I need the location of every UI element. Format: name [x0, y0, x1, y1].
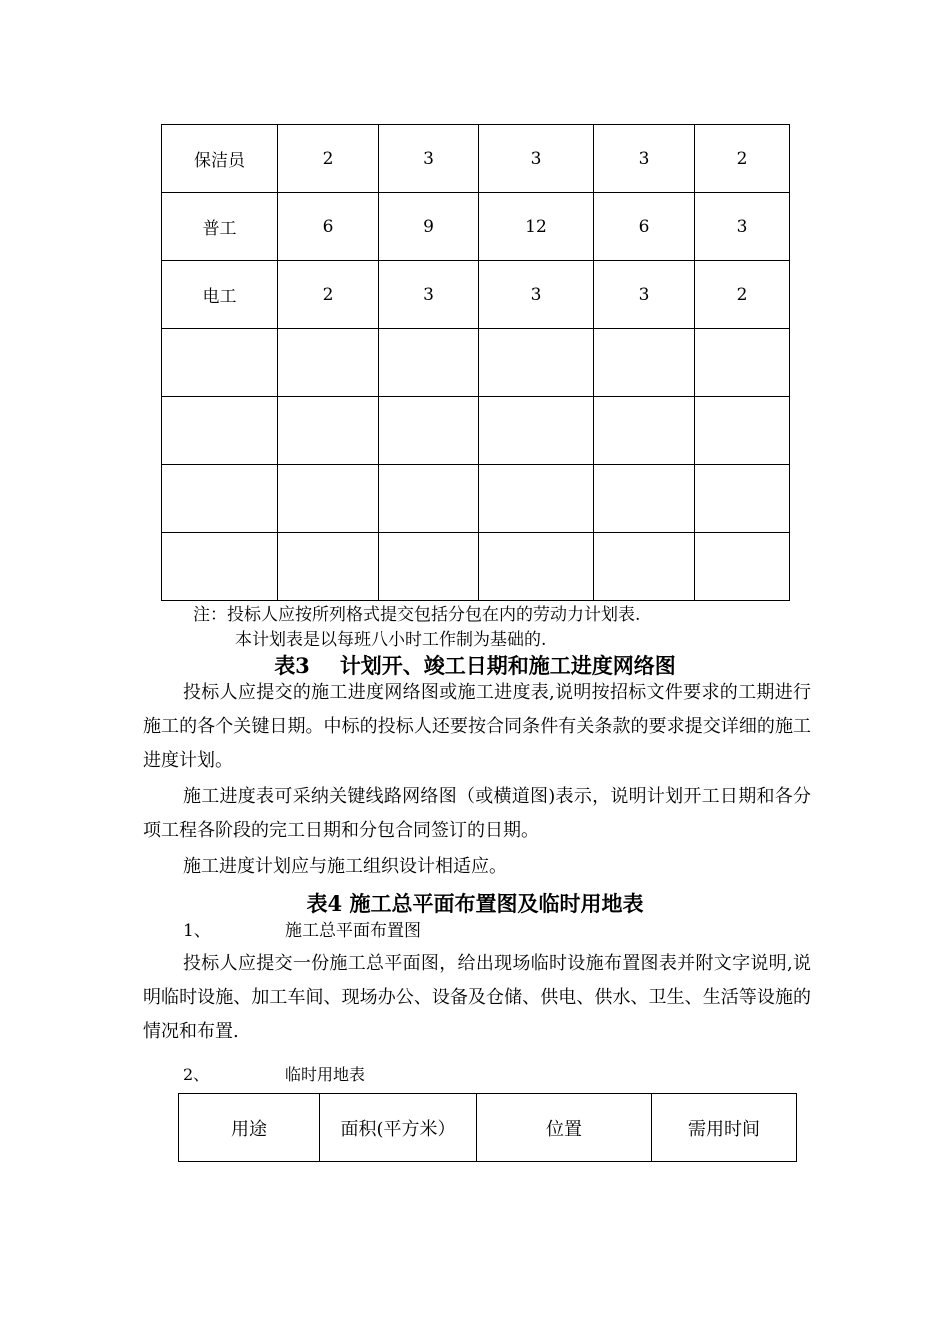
header-cell-use: 用途: [179, 1094, 320, 1162]
table-cell-trade: [162, 329, 278, 397]
header-cell-area: 面积(平方米）: [320, 1094, 477, 1162]
table-cell-count: [594, 397, 695, 465]
table-cell-count: 3: [479, 261, 594, 329]
table-cell-count: 3: [594, 125, 695, 193]
table-cell-count: [379, 533, 479, 601]
table-cell-count: 6: [278, 193, 379, 261]
table-row: [162, 465, 790, 533]
section-number: 表3: [274, 653, 310, 678]
table-cell-count: 2: [695, 125, 790, 193]
table-cell-count: [695, 329, 790, 397]
table-cell-count: 12: [479, 193, 594, 261]
table-cell-count: [594, 465, 695, 533]
table-cell-count: [479, 397, 594, 465]
list-item-site-plan: [183, 916, 421, 941]
table-cell-count: [594, 329, 695, 397]
item-label: 临时用地表: [285, 1065, 366, 1084]
table-cell-count: [479, 533, 594, 601]
table-cell-trade: 保洁员: [162, 125, 278, 193]
table-cell-count: 2: [695, 261, 790, 329]
table-row: [162, 397, 790, 465]
table-cell-count: 2: [278, 261, 379, 329]
list-item-land-table: [183, 1062, 366, 1085]
table-cell-count: [379, 397, 479, 465]
item-number: 1、: [183, 921, 211, 941]
table-cell-count: [379, 329, 479, 397]
table-cell-count: [594, 533, 695, 601]
table-row: [162, 533, 790, 601]
table-row: [162, 125, 790, 193]
table-cell-count: [278, 465, 379, 533]
table-note: 注：投标人应按所列格式提交包括分包在内的劳动力计划表.: [193, 605, 641, 625]
table-cell-count: 3: [479, 125, 594, 193]
section-title: 计划开、竣工日期和施工进度网络图: [339, 653, 676, 678]
table-cell-trade: [162, 397, 278, 465]
paragraph: 施工进度表可采纳关键线路网络图（或横道图)表示，说明计划开工日期和各分项工程各阶段的完工日期和分包合同签订的日期。: [143, 786, 811, 841]
table-cell-count: 3: [695, 193, 790, 261]
table-cell-count: 3: [379, 261, 479, 329]
temporary-land-table: [178, 1093, 797, 1162]
item-label: 施工总平面布置图: [285, 921, 421, 941]
table-cell-trade: 电工: [162, 261, 278, 329]
table-cell-count: 9: [379, 193, 479, 261]
table-row: [162, 193, 790, 261]
table-cell-trade: [162, 465, 278, 533]
table-cell-trade: 普工: [162, 193, 278, 261]
table-cell-count: [479, 329, 594, 397]
paragraph: 投标人应提交一份施工总平面图，给出现场临时设施布置图表并附文字说明,说明临时设施、加工车间、现场办公、设备及仓储、供电、供水、卫生、生活等设施的情况和布置.: [143, 953, 811, 1042]
header-cell-duration: 需用时间: [652, 1094, 797, 1162]
table-cell-count: [278, 397, 379, 465]
table-cell-trade: [162, 533, 278, 601]
table-note-basis: 本计划表是以每班八小时工作制为基础的.: [235, 630, 547, 650]
table-cell-count: [695, 533, 790, 601]
table-cell-count: 3: [379, 125, 479, 193]
table-cell-count: [278, 329, 379, 397]
paragraph: 投标人应提交的施工进度网络图或施工进度表,说明按招标文件要求的工期进行施工的各个关键日期。中标的投标人还要按合同条件有关条款的要求提交详细的施工进度计划。: [143, 682, 811, 771]
table-cell-count: 2: [278, 125, 379, 193]
table-row: [162, 329, 790, 397]
header-cell-location: 位置: [477, 1094, 652, 1162]
table-cell-count: [278, 533, 379, 601]
table-cell-count: [379, 465, 479, 533]
table-row: [162, 261, 790, 329]
table-cell-count: [695, 397, 790, 465]
table-cell-count: 3: [594, 261, 695, 329]
table-cell-count: [479, 465, 594, 533]
table-header-row: [179, 1094, 797, 1162]
section-heading-table4: 表4 施工总平面布置图及临时用地表: [306, 891, 644, 916]
table-cell-count: [695, 465, 790, 533]
labor-plan-table: [161, 124, 790, 601]
table-cell-count: 6: [594, 193, 695, 261]
paragraph: 施工进度计划应与施工组织设计相适应。: [183, 856, 507, 877]
item-number: 2、: [183, 1065, 210, 1084]
